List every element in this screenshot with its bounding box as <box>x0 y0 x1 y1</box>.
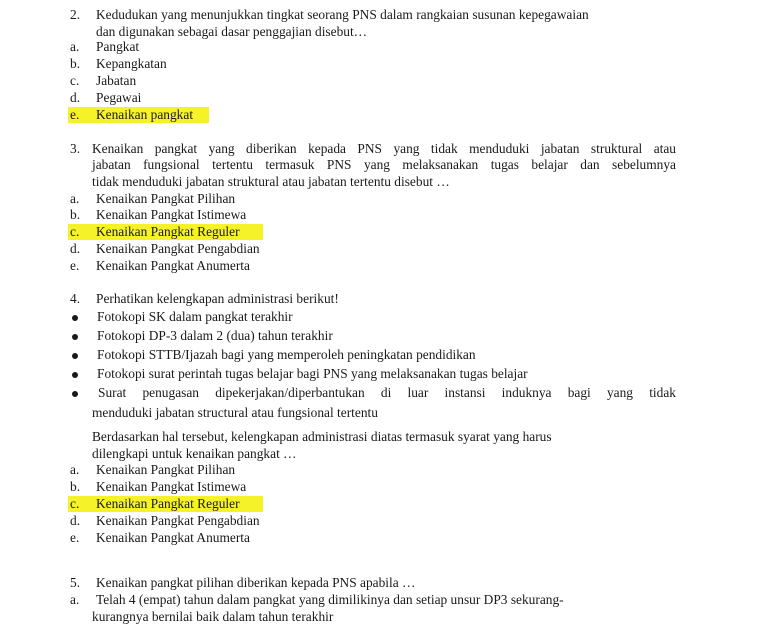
question-text: Kenaikan pangkat pilihan diberikan kepada PNS apabila … <box>96 575 416 590</box>
option-text: Kenaikan Pangkat Anumerta <box>96 258 250 273</box>
list-item: Fotokopi surat perintah tugas belajar bagi PNS yang melaksanakan tugas belajar <box>97 366 528 381</box>
question-number: 4. <box>70 291 81 306</box>
bullet-icon <box>72 315 78 321</box>
option-letter: d. <box>70 90 81 105</box>
list-item: Fotokopi STTB/Ijazah bagi yang memperoleh peningkatan pendidikan <box>97 347 476 362</box>
list-item: Surat penugasan dipekerjakan/diperbantukan di luar instansi induknya bagi yang tidak <box>98 385 676 400</box>
option-text: Kenaikan Pangkat Pengabdian <box>96 513 260 528</box>
bullet-icon <box>72 372 78 378</box>
question-number: 5. <box>70 575 81 590</box>
question-text: dilengkapi untuk kenaikan pangkat … <box>92 446 297 461</box>
question-text: Berdasarkan hal tersebut, kelengkapan administrasi diatas termasuk syarat yang harus <box>92 429 552 444</box>
bullet-icon <box>72 353 78 359</box>
option-letter: e. <box>70 107 80 122</box>
bullet-icon <box>72 334 78 340</box>
bullet-icon <box>72 391 78 397</box>
question-intro: Perhatikan kelengkapan administrasi berikut! <box>96 291 339 306</box>
option-text: Kenaikan Pangkat Istimewa <box>96 207 247 222</box>
option-text: Pangkat <box>96 39 140 54</box>
question-text: tidak menduduki jabatan struktural atau jabatan tertentu disebut … <box>92 174 450 189</box>
option-letter: a. <box>70 592 80 607</box>
option-letter: b. <box>70 56 81 71</box>
option-letter: a. <box>70 39 80 54</box>
answer-highlight <box>68 224 263 240</box>
option-text: Jabatan <box>96 73 137 88</box>
option-letter: e. <box>70 258 80 273</box>
option-text: kurangnya bernilai baik dalam tahun terakhir <box>92 609 334 624</box>
list-item: Fotokopi SK dalam pangkat terakhir <box>97 309 293 324</box>
question-number: 2. <box>70 7 81 22</box>
question-text: Kenaikan pangkat yang diberikan kepada PNS yang tidak menduduki jabatan struktural atau <box>92 141 676 156</box>
option-letter: a. <box>70 462 80 477</box>
option-text: Kenaikan Pangkat Pilihan <box>96 191 236 206</box>
list-item: Fotokopi DP-3 dalam 2 (dua) tahun terakhir <box>97 328 333 343</box>
option-text: Pegawai <box>96 90 142 105</box>
option-text: Kenaikan Pangkat Reguler <box>96 224 240 239</box>
option-letter: b. <box>70 479 81 494</box>
option-text: Telah 4 (empat) tahun dalam pangkat yang dimilikinya dan setiap unsur DP3 sekurang- <box>96 592 564 607</box>
option-text: Kepangkatan <box>96 56 167 71</box>
option-text: Kenaikan pangkat <box>96 107 194 122</box>
option-text: Kenaikan Pangkat Pengabdian <box>96 241 260 256</box>
option-text: Kenaikan Pangkat Pilihan <box>96 462 236 477</box>
question-text: jabatan fungsional tertentu termasuk PNS yang melaksanakan tugas belajar dan sebelumnya <box>92 157 676 172</box>
answer-highlight <box>68 496 263 512</box>
question-number: 3. <box>70 141 81 156</box>
option-letter: c. <box>70 496 80 511</box>
option-letter: e. <box>70 530 80 545</box>
question-text: dan digunakan sebagai dasar penggajian disebut… <box>96 24 368 39</box>
option-letter: c. <box>70 224 80 239</box>
option-letter: d. <box>70 513 81 528</box>
option-text: Kenaikan Pangkat Anumerta <box>96 530 250 545</box>
option-letter: b. <box>70 207 81 222</box>
option-letter: d. <box>70 241 81 256</box>
question-text: Kedudukan yang menunjukkan tingkat seorang PNS dalam rangkaian susunan kepegawaian <box>96 7 589 22</box>
option-letter: c. <box>70 73 80 88</box>
answer-highlight <box>68 107 209 123</box>
option-text: Kenaikan Pangkat Reguler <box>96 496 240 511</box>
list-item-continuation: menduduki jabatan structural atau fungsional tertentu <box>92 405 378 420</box>
option-text: Kenaikan Pangkat Istimewa <box>96 479 247 494</box>
option-letter: a. <box>70 191 80 206</box>
